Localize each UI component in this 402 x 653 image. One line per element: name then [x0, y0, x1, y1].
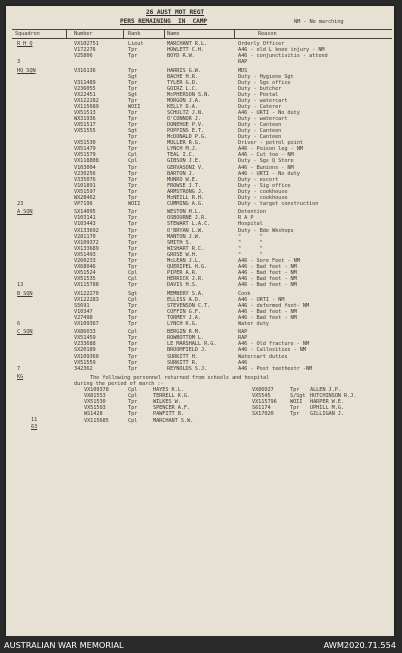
reason: Hospital [238, 221, 263, 228]
rank: Cpl [128, 158, 138, 165]
service-number: VX122282 [74, 97, 99, 104]
personnel-name: POPPINS E.T. [167, 128, 205, 135]
service-number: VX51530 [84, 399, 106, 406]
rank: Tpr [128, 353, 138, 360]
reason: Watercart duties [238, 353, 288, 360]
rank: Cpl [128, 296, 138, 303]
reason: A46 - URTI - NM [238, 296, 285, 303]
service-number: VX115689 [74, 104, 99, 110]
service-number: WX31936 [74, 116, 96, 123]
personnel-name: GILLIGAN J. [310, 411, 344, 418]
service-number: V233688 [74, 341, 96, 348]
service-number: VX51579 [74, 152, 96, 159]
reason: A46 - Bad feet - NM [238, 275, 297, 282]
personnel-name: SURKITT H. [167, 353, 198, 360]
service-number: VX86027 [252, 387, 274, 394]
reason: Duty - Postal [238, 91, 279, 98]
rank: Tpr [128, 263, 138, 270]
reason: A46 [238, 359, 248, 366]
rank: Tpr [128, 227, 138, 234]
personnel-name: HARRIS G.W. [167, 67, 201, 74]
service-number: VP7196 [74, 200, 93, 207]
rank: Tpr [128, 215, 138, 222]
reason: Duty - target construction [238, 200, 319, 207]
service-number: VX51559 [74, 359, 96, 366]
service-number: V311489 [74, 79, 96, 86]
rank: Tpr [128, 335, 138, 342]
personnel-name: LE MARSHALL R.G. [167, 341, 217, 348]
personnel-name: HERRICK J.R. [167, 275, 205, 282]
rank: Tpr [128, 359, 138, 366]
squadron-label: C SQN [17, 329, 33, 336]
service-number: SX14095 [74, 209, 96, 216]
reason: Duty - cookhouse [238, 188, 288, 195]
service-number: V103004 [74, 164, 96, 171]
service-number: V316136 [74, 67, 96, 74]
personnel-name: TERRELL K.G. [153, 393, 191, 400]
rank: Tpr [128, 341, 138, 348]
reason: RAP [238, 335, 248, 342]
personnel-name: WESTON H.L. [167, 209, 201, 216]
reason: Duty - Sig office [238, 182, 291, 189]
personnel-name: TYLER G.D. [167, 79, 198, 86]
reason: A46 - Bad feet - NM [238, 308, 297, 315]
service-number: VX118808 [74, 158, 99, 165]
rank: Tpr [128, 140, 138, 147]
returned-total: 11 [31, 416, 38, 423]
rank: Tpr [128, 182, 138, 189]
rank: Cpl [128, 393, 138, 400]
rank: Tpr [128, 176, 138, 183]
personnel-name: COFFIN G.F. [167, 308, 201, 315]
service-number: V27498 [74, 314, 93, 321]
service-number: VX51493 [74, 251, 96, 258]
service-number: VX109378 [84, 387, 109, 394]
rank: Tpr [128, 170, 138, 177]
service-number: SX17020 [252, 411, 274, 418]
reason: Duty - cookhouse [238, 194, 288, 201]
personnel-name: WISHART R.C. [167, 245, 205, 252]
service-number: V25806 [74, 53, 93, 60]
rank: Tpr [128, 320, 138, 327]
personnel-name: BROOMFIELD J. [167, 347, 208, 354]
rank: Tpr [128, 53, 138, 60]
personnel-name: REYNOLDS S.J. [167, 365, 208, 372]
reason: A46 - Cut toe - NM [238, 152, 294, 159]
personnel-name: FROWSE J.T. [167, 182, 201, 189]
service-number: VX109372 [74, 239, 99, 246]
service-number: V172276 [74, 47, 96, 54]
service-number: VX68046 [74, 263, 96, 270]
personnel-name: MORGON J.A. [167, 97, 201, 104]
reason: Duty - watercart [238, 116, 288, 123]
reason: A46 - Bad feet - NM [238, 269, 297, 276]
rank: Cpl [128, 269, 138, 276]
column-header: Rank [128, 31, 141, 37]
grand-total: 63 [31, 423, 38, 430]
returned-intro-line1: The following personnel returned from schools and hospital [90, 375, 270, 382]
personnel-name: HUTCHINSON R.J. [310, 393, 357, 400]
rank: Tpr [128, 97, 138, 104]
reason: RAP [238, 329, 248, 336]
reason: Water duty [238, 320, 269, 327]
personnel-name: McNEILL R.H. [167, 194, 205, 201]
service-number: V103141 [74, 215, 96, 222]
column-divider [66, 29, 67, 38]
personnel-name: MARCHANT S.W. [153, 417, 194, 424]
column-divider [164, 29, 165, 38]
personnel-name: LYNCH M.J. [167, 146, 198, 153]
reason: Duty - Canteen [238, 128, 282, 135]
personnel-name: PIPER A.R. [167, 269, 198, 276]
service-number: VX51593 [84, 405, 106, 412]
reason: A46 - conjunctivitis - attend [238, 53, 328, 60]
personnel-name: GIBSON J.E. [167, 158, 201, 165]
rank: Tpr [128, 405, 138, 412]
service-number: VX51479 [74, 146, 96, 153]
reason: " " [238, 245, 263, 252]
personnel-name: ELLISS A.D. [167, 296, 201, 303]
document-title: 26 AUST MOT REGT [146, 9, 205, 16]
service-number: V10347 [74, 308, 93, 315]
personnel-name: QUERIPEL H.G. [167, 263, 208, 270]
squadron-total: 7 [17, 365, 21, 372]
rank: Tpr [128, 79, 138, 86]
squadron-label: KG [17, 373, 24, 380]
reason: A46 - Poison leg - NM [238, 146, 303, 153]
footer-bar [0, 636, 402, 653]
personnel-name: BARTON J. [167, 170, 195, 177]
personnel-name: MANTON J.W. [167, 233, 201, 240]
squadron-label: A SQN [17, 209, 33, 216]
rank: Cpl [128, 387, 138, 394]
reason: Duty - Sgs office [238, 79, 291, 86]
service-number: VX51517 [74, 122, 96, 129]
service-number: V230256 [74, 170, 96, 177]
personnel-name: UPHILL M.G. [310, 405, 344, 412]
rank: Sgt [128, 128, 138, 135]
service-number: VX51524 [74, 269, 96, 276]
personnel-name: BACHE H.R. [167, 73, 198, 80]
reason: Detention [238, 209, 266, 216]
personnel-name: GOIRZ L.C. [167, 85, 198, 92]
service-number: V335076 [74, 176, 96, 183]
rank: S/Sgt [290, 393, 306, 400]
reason: " " [238, 251, 263, 258]
service-number: VX133692 [74, 227, 99, 234]
service-number: VX115685 [84, 417, 109, 424]
reason: A46 - Old fracture - NM [238, 341, 310, 348]
rank: Tpr [128, 314, 138, 321]
marching-note: NM - No marching [294, 19, 344, 25]
rank: Tpr [128, 221, 138, 228]
rank: Tpr [290, 387, 300, 394]
reason: Duty - butcher [238, 85, 282, 92]
reason: Duty - Canteen [238, 122, 282, 129]
rank: Cpl [128, 275, 138, 282]
personnel-name: TEAL I.C. [167, 152, 195, 159]
rank: Tpr [128, 347, 138, 354]
reason: A46 - Bad feet - NM [238, 314, 297, 321]
personnel-name: McPHERSON S.N. [167, 91, 211, 98]
footer-reference: AWM2020.71.554 [323, 640, 396, 650]
personnel-name: SPENCER A.F. [153, 405, 191, 412]
column-header: Reason [258, 31, 277, 37]
service-number: V101891 [74, 182, 96, 189]
personnel-name: ALLEN J.P. [310, 387, 341, 394]
service-number: VX122270 [74, 290, 99, 297]
rank: Tpr [128, 302, 138, 309]
rank: WOII [290, 399, 303, 406]
personnel-name: ARMSTRONG J. [167, 188, 205, 195]
reason: A46 - Bad feet - NM [238, 263, 297, 270]
rank: Sgt [128, 91, 138, 98]
service-number: VX115796 [252, 399, 277, 406]
reason: A46 - URTI - No duty [238, 170, 300, 177]
reason: Duty - Canteen [238, 134, 282, 141]
personnel-name: LYNCH K.G. [167, 320, 198, 327]
personnel-name: PAWFITT B. [153, 411, 184, 418]
column-divider [234, 29, 235, 38]
service-number: S5691 [74, 302, 90, 309]
reason: MDS [238, 67, 248, 74]
rank: Tpr [290, 405, 300, 412]
rank: Tpr [128, 365, 138, 372]
rank: Tpr [128, 411, 138, 418]
personnel-name: MULLER R.G. [167, 140, 201, 147]
service-number: VX51555 [74, 128, 96, 135]
rank: WOII [128, 200, 141, 207]
reason: RAP [238, 59, 248, 66]
service-number: VX51513 [74, 110, 96, 117]
service-number: VX115788 [74, 281, 99, 288]
reason: " " [238, 239, 263, 246]
service-number: VX122283 [74, 296, 99, 303]
rank: Tpr [128, 110, 138, 117]
rank: Tpr [128, 146, 138, 153]
rank: Cpl [128, 329, 138, 336]
rank: Tpr [128, 67, 138, 74]
service-number: SX20189 [74, 347, 96, 354]
service-number: VX51597 [74, 188, 96, 195]
service-number: VX81553 [84, 393, 106, 400]
reason: Driver - petrol point [238, 140, 303, 147]
service-number: VX51530 [74, 140, 96, 147]
rank: Tpr [128, 188, 138, 195]
squadron-total: 13 [17, 281, 24, 288]
reason: Duty - Hygiene Sgt [238, 73, 294, 80]
reason: A46 - old L knee injury - NM [238, 47, 325, 54]
service-number: VX51535 [74, 275, 96, 282]
rank: Tpr [128, 245, 138, 252]
personnel-name: SURKITT R. [167, 359, 198, 366]
reason: Duty - Sgs Q Store [238, 158, 294, 165]
personnel-name: GERVASONI V. [167, 164, 205, 171]
personnel-name: KELLY D.A. [167, 104, 198, 110]
reason: A46 - Callosities - NM [238, 347, 306, 354]
reason: A46 - Bunions - NM [238, 164, 294, 171]
personnel-name: OSBOURNE J.R. [167, 215, 208, 222]
rank: Sgt [128, 290, 138, 297]
personnel-name: SCHULTZ J.N. [167, 110, 205, 117]
service-number: VX102751 [74, 41, 99, 47]
service-number: V281170 [74, 233, 96, 240]
service-number: V260233 [74, 257, 96, 264]
rank: Tpr [128, 233, 138, 240]
column-divider [123, 29, 124, 38]
squadron-total: 6 [17, 320, 21, 327]
header-rule-top [12, 29, 392, 30]
document-content [6, 6, 394, 636]
service-number: 342362 [74, 365, 93, 372]
rank: Tpr [128, 47, 138, 54]
rank: Tpr [128, 257, 138, 264]
personnel-name: BERGIN R.M. [167, 329, 201, 336]
rank: Tpr [128, 399, 138, 406]
returned-intro-line2: during the period of march :- [74, 381, 164, 388]
rank: WOII [128, 104, 141, 110]
service-number: V103443 [74, 221, 96, 228]
reason: Duty - watercart [238, 97, 288, 104]
personnel-name: HAYES K.L. [153, 387, 184, 394]
personnel-name: MEMBERY S.A. [167, 290, 205, 297]
reason: A46 - deformed foot- NM [238, 302, 310, 309]
column-header: Squadron [15, 31, 40, 37]
service-number: S61174 [252, 405, 271, 412]
reason: Duty - Caterer [238, 104, 282, 110]
personnel-name: WILKES W. [153, 399, 181, 406]
personnel-name: ROWBOTTOM L. [167, 335, 205, 342]
rank: Lieut [128, 41, 144, 47]
personnel-name: DONEHUE P.V. [167, 122, 205, 129]
squadron-total: 23 [17, 200, 24, 207]
rank: Tpr [128, 194, 138, 201]
reason: A46 - Sore Feet - NM [238, 257, 300, 264]
service-number: WX28462 [74, 194, 96, 201]
service-number: VX22451 [74, 91, 96, 98]
rank: Tpr [128, 134, 138, 141]
rank: Sgt [128, 73, 138, 80]
service-number: VX51459 [74, 335, 96, 342]
rank: Tpr [128, 239, 138, 246]
rank: Tpr [128, 251, 138, 258]
document-page [6, 6, 394, 636]
rank: Tpr [128, 164, 138, 171]
personnel-name: MUNRO W.E. [167, 176, 198, 183]
squadron-total: 3 [17, 59, 21, 66]
service-number: VX109360 [74, 353, 99, 360]
rank: Tpr [128, 308, 138, 315]
reason: A46 - URTI - No duty [238, 110, 300, 117]
personnel-name: O'CONNOR J. [167, 116, 201, 123]
rank: Tpr [128, 209, 138, 216]
rank: Cpl [128, 417, 138, 424]
personnel-name: DAVIS H.S. [167, 281, 198, 288]
service-number: V236055 [74, 85, 96, 92]
personnel-name: O'BRYAN L.W. [167, 227, 205, 234]
personnel-name: STEVENSON C.T. [167, 302, 211, 309]
service-number: WS1428 [84, 411, 103, 418]
column-header: Name [167, 31, 180, 37]
reason: Orderly Officer [238, 41, 285, 47]
reason: R A P [238, 215, 254, 222]
service-number: VX109367 [74, 320, 99, 327]
personnel-name: TORMEY J.A. [167, 314, 201, 321]
reason: Cook [238, 290, 251, 297]
reason: Duty - Bde Wkshops [238, 227, 294, 234]
personnel-name: MARCHANT R.L. [167, 41, 208, 47]
rank: Tpr [128, 116, 138, 123]
personnel-name: McDONALD P.G. [167, 134, 208, 141]
footer-source: AUSTRALIAN WAR MEMORIAL [4, 640, 124, 650]
reason: A46 - Post teethextr -NM [238, 365, 313, 372]
rank: Tpr [128, 85, 138, 92]
rank: Tpr [128, 122, 138, 129]
personnel-name: STEWART L.A.C. [167, 221, 211, 228]
rank: Cpl [128, 152, 138, 159]
column-header: Number [74, 31, 93, 37]
service-number: VX5545 [252, 393, 271, 400]
squadron-label: B SQN [17, 290, 33, 297]
rank: Tpr [128, 281, 138, 288]
rank: Tpr [290, 411, 300, 418]
personnel-name: CUMMING A.G. [167, 200, 205, 207]
header-rule-bottom [12, 38, 392, 39]
personnel-name: BOYD R.W. [167, 53, 195, 60]
personnel-name: SMITH S. [167, 239, 192, 246]
squadron-label: HQ SQN [17, 67, 36, 74]
service-number: VX86033 [74, 329, 96, 336]
personnel-name: HOWLETT C.H. [167, 47, 205, 54]
squadron-label: R H Q [17, 41, 33, 47]
reason: " " [238, 233, 263, 240]
personnel-name: HARPER W.E. [310, 399, 344, 406]
service-number: VX133689 [74, 245, 99, 252]
personnel-name: GROSE W.H. [167, 251, 198, 258]
personnel-name: McLEAN J.L. [167, 257, 201, 264]
reason: Duty - escort [238, 176, 279, 183]
document-subtitle: PERS REMAINING IN CAMP [120, 18, 208, 25]
reason: A46 - Bad feet - NM [238, 281, 297, 288]
